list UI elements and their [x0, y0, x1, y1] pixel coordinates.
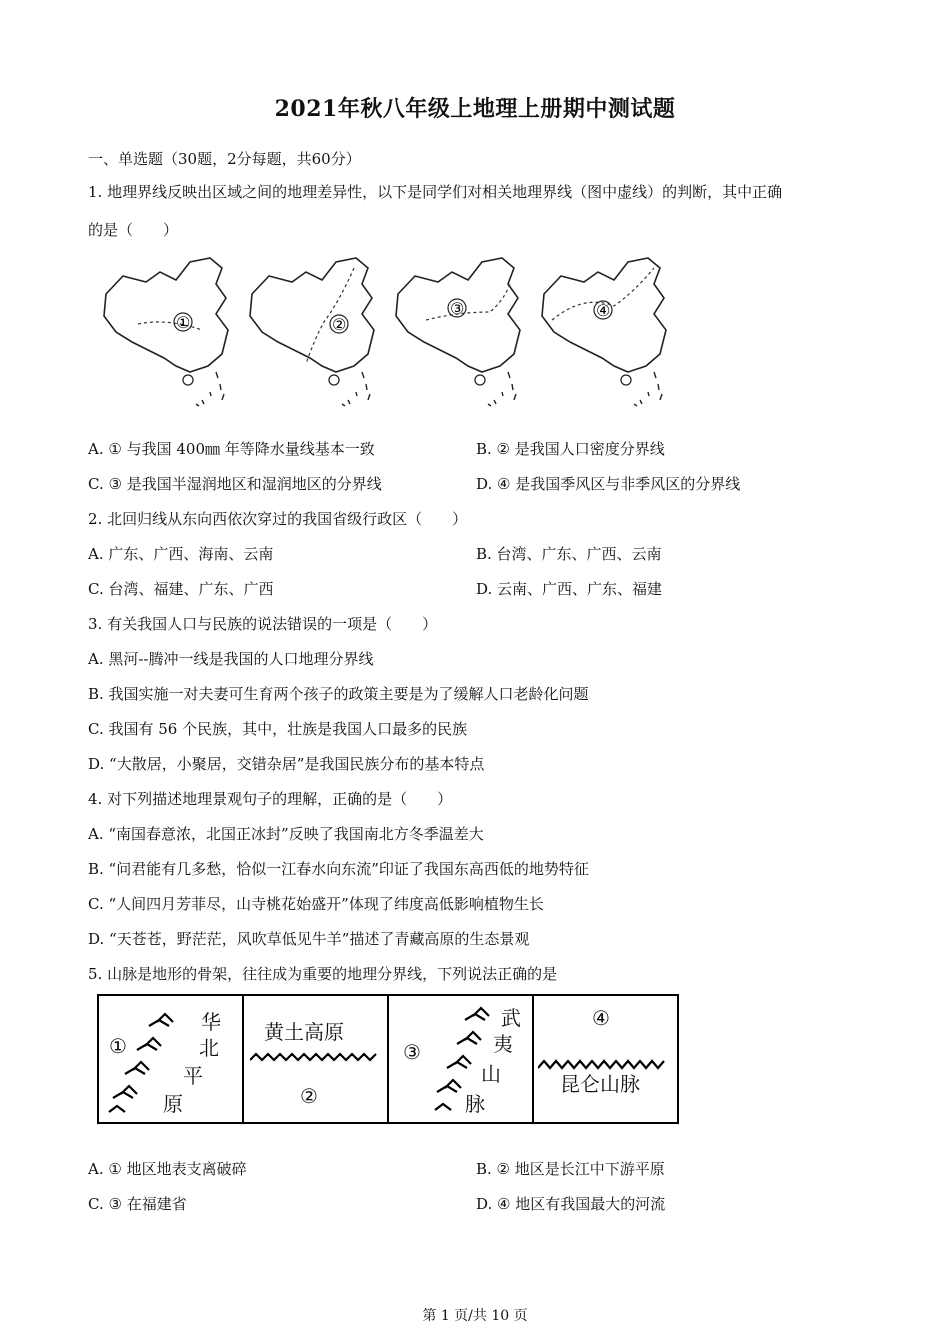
q2-option-d[interactable]: D. 云南、广西、广东、福建	[476, 580, 663, 598]
q4-stem: 4. 对下列描述地理景观句子的理解，正确的是（ ）	[88, 790, 453, 808]
map-label-2: ②	[332, 315, 347, 334]
q3-option-d[interactable]: D. “大散居，小聚居，交错杂居”是我国民族分布的基本特点	[88, 755, 485, 773]
page-footer: 第 1 页/共 10 页	[422, 1308, 528, 1324]
map-label-3: ③	[450, 299, 465, 318]
panel-2-title: 黄土高原	[264, 1020, 344, 1044]
q5-stem: 5. 山脉是地形的骨架，往往成为重要的地理分界线，下列说法正确的是	[88, 965, 558, 983]
q2-option-b[interactable]: B. 台湾、广东、广西、云南	[476, 545, 662, 563]
q1-option-d[interactable]: D. ④ 是我国季风区与非季风区的分界线	[476, 475, 741, 493]
map-label-1: ①	[176, 313, 191, 332]
panel-2	[244, 996, 389, 1122]
panel-1-char-3: 平	[183, 1064, 203, 1088]
q3-option-b[interactable]: B. 我国实施一对夫妻可生育两个孩子的政策主要是为了缓解人口老龄化问题	[88, 685, 589, 703]
panel-3-char-3: 山	[481, 1062, 501, 1086]
q3-option-a[interactable]: A. 黑河--腾冲一线是我国的人口地理分界线	[88, 650, 374, 668]
china-map-2	[244, 254, 386, 414]
panel-3-number: ③	[403, 1040, 421, 1064]
q2-option-c[interactable]: C. 台湾、福建、广东、广西	[88, 580, 274, 598]
q2-option-a[interactable]: A. 广东、广西、海南、云南	[88, 545, 274, 563]
q4-option-a[interactable]: A. “南国春意浓，北国正冰封”反映了我国南北方冬季温差大	[88, 825, 484, 843]
panel-4	[534, 996, 677, 1122]
panel-3-char-4: 脉	[465, 1092, 485, 1116]
q5-option-c[interactable]: C. ③ 在福建省	[88, 1195, 187, 1213]
panel-1-char-4: 原	[163, 1092, 183, 1116]
q3-stem: 3. 有关我国人口与民族的说法错误的一项是（ ）	[88, 615, 438, 633]
q1-option-b[interactable]: B. ② 是我国人口密度分界线	[476, 440, 665, 458]
panel-3-char-2: 夷	[493, 1032, 513, 1056]
panel-4-number: ④	[592, 1006, 610, 1030]
panel-1	[99, 996, 244, 1122]
mountain-ridge-icon	[250, 1050, 382, 1066]
china-map-1	[98, 254, 240, 414]
q3-option-c[interactable]: C. 我国有 56 个民族，其中，壮族是我国人口最多的民族	[88, 720, 468, 738]
section-heading: 一、单选题（30题，2分每题，共60分）	[88, 150, 361, 168]
panel-3-char-1: 武	[501, 1006, 521, 1030]
q2-stem: 2. 北回归线从东向西依次穿过的我国省级行政区（ ）	[88, 510, 468, 528]
q4-option-b[interactable]: B. “问君能有几多愁，恰似一江春水向东流”印证了我国东高西低的地势特征	[88, 860, 589, 878]
china-maps-figure	[98, 254, 678, 414]
q1-stem-line1: 1. 地理界线反映出区域之间的地理差异性，以下是同学们对相关地理界线（图中虚线）的判断，其中正确	[88, 183, 783, 201]
panel-3	[389, 996, 534, 1122]
q1-stem-line2: 的是（ ）	[88, 221, 179, 239]
page-title: 2021年秋八年级上地理上册期中测试题	[274, 96, 676, 122]
q5-option-a[interactable]: A. ① 地区地表支离破碎	[88, 1160, 247, 1178]
panel-1-number: ①	[109, 1034, 127, 1058]
q1-option-c[interactable]: C. ③ 是我国半湿润地区和湿润地区的分界线	[88, 475, 382, 493]
q4-option-d[interactable]: D. “天苍苍，野茫茫，风吹草低见牛羊”描述了青藏高原的生态景观	[88, 930, 530, 948]
panel-1-char-1: 华	[201, 1010, 221, 1034]
china-map-4	[536, 254, 678, 414]
q5-option-b[interactable]: B. ② 地区是长江中下游平原	[476, 1160, 665, 1178]
panel-2-number: ②	[300, 1084, 318, 1108]
panel-4-title: 昆仑山脉	[560, 1072, 640, 1096]
q5-option-d[interactable]: D. ④ 地区有我国最大的河流	[476, 1195, 666, 1213]
q1-option-a[interactable]: A. ① 与我国 400㎜ 年等降水量线基本一致	[88, 440, 375, 458]
q4-option-c[interactable]: C. “人间四月芳菲尽，山寺桃花始盛开”体现了纬度高低影响植物生长	[88, 895, 544, 913]
china-map-3	[390, 254, 532, 414]
map-label-4: ④	[596, 301, 611, 320]
mountain-panels-figure	[97, 994, 679, 1124]
panel-1-char-2: 北	[199, 1036, 219, 1060]
